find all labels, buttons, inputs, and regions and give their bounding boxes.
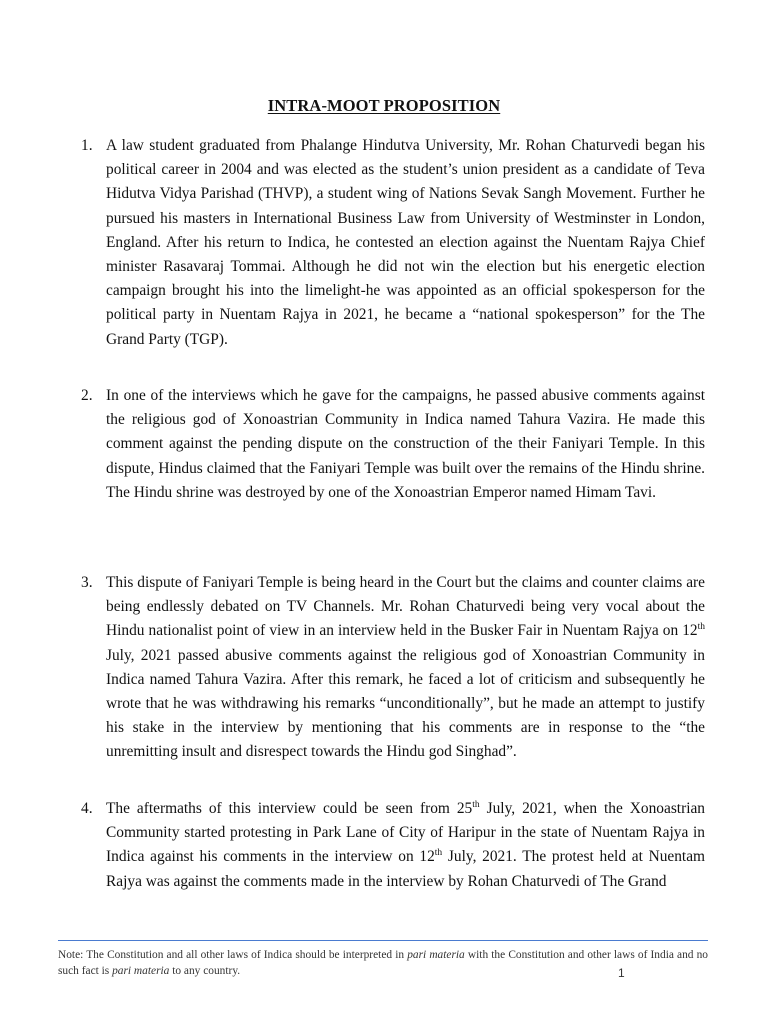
footer-text: with the Constitution and other laws of India and no such fact is bbox=[58, 949, 709, 977]
list-item bbox=[81, 384, 705, 505]
list-item bbox=[81, 797, 706, 894]
list-item bbox=[81, 134, 705, 352]
footer-italic: pari materia bbox=[112, 964, 170, 977]
list-item-text bbox=[106, 571, 705, 765]
list-item-text: A law student graduated from Phalange Hindutva University, Mr. Rohan Chaturvedi began his political career in 2004 and was elected as the student’s union president as a candidate of Teva Hidutva Vidya Parishad (THVP), a student wing of Nations Sevak Sangh Movement. Further he pursued his masters in International Business Law from University of Westminster in London, England. After his return to Indica, he contested an election against the Nuentam Rajya Chief minister Rasavaraj Tommai. Although he did not win the election but his energetic election campaign brought his into the limelight-he was appointed as an official spokesperson for the political party in Nuentam Rajya in 2021, he became a “national spokesperson” for the The Grand Party (TGP). bbox=[106, 137, 705, 348]
list-item-number: 2. bbox=[81, 387, 93, 404]
page-number: 1 bbox=[618, 966, 625, 980]
list-item-number: 3. bbox=[81, 574, 93, 591]
text-run: The aftermaths of this interview could be seen from 25 bbox=[106, 800, 473, 817]
list-item-text bbox=[106, 797, 705, 894]
page-title: INTRA-MOOT PROPOSITION bbox=[267, 96, 501, 115]
list-item-number: 4. bbox=[81, 800, 93, 817]
text-run: July, 2021, when the Xonoastrian Community started protesting in Park Lane of City of Haripur in the state of Nuentam Rajya in Indica against his comments in the interview on 12 bbox=[106, 800, 706, 866]
footer-text: Note: The Constitution and all other laws of Indica should be interpreted in bbox=[58, 949, 408, 961]
list-item-text: In one of the interviews which he gave for the campaigns, he passed abusive comments against the religious god of Xonoastrian Community in Indica named Tahura Vazira. He made this comment against the pending dispute on the construction of the their Faniyari Temple. In this dispute, Hindus claimed that the Faniyari Temple was built over the remains of the Hindu shrine. The Hindu shrine was destroyed by one of the Xonoastrian Emperor named Himam Tavi. bbox=[106, 387, 705, 501]
footer-divider bbox=[58, 940, 708, 941]
footer-text: to any country. bbox=[169, 964, 241, 977]
list-item bbox=[81, 571, 705, 765]
text-run: July, 2021 passed abusive comments against the religious god of Xonoastrian Community in Indica named Tahura Vazira. After this remark, he faced a lot of criticism and subsequently he wrote that he was withdrawing his remarks “unconditionally”, but he made an attempt to justify his stake in the interview by mentioning that his comments are in response to the “the unremitting insult and disrespect towards the Hindu god Singhad”. bbox=[106, 646, 705, 761]
ordinal-suffix: th bbox=[434, 848, 443, 859]
list-item-number: 1. bbox=[81, 137, 93, 154]
text-run: This dispute of Faniyari Temple is being heard in the Court but the claims and counter claims are being endlessly debated on TV Channels. Mr. Rohan Chaturvedi being very vocal about the Hindu nationalist point of view in an interview held in the Busker Fair in Nuentam Rajya on 12 bbox=[106, 574, 705, 640]
text-run: July, 2021. The protest held at Nuentam Rajya was against the comments made in the interview by Rohan Chaturvedi of The Grand bbox=[106, 848, 705, 890]
ordinal-suffix: th bbox=[472, 800, 480, 810]
footer-note bbox=[58, 948, 708, 980]
footer-italic: pari materia bbox=[407, 949, 465, 961]
ordinal-suffix: th bbox=[697, 622, 705, 633]
